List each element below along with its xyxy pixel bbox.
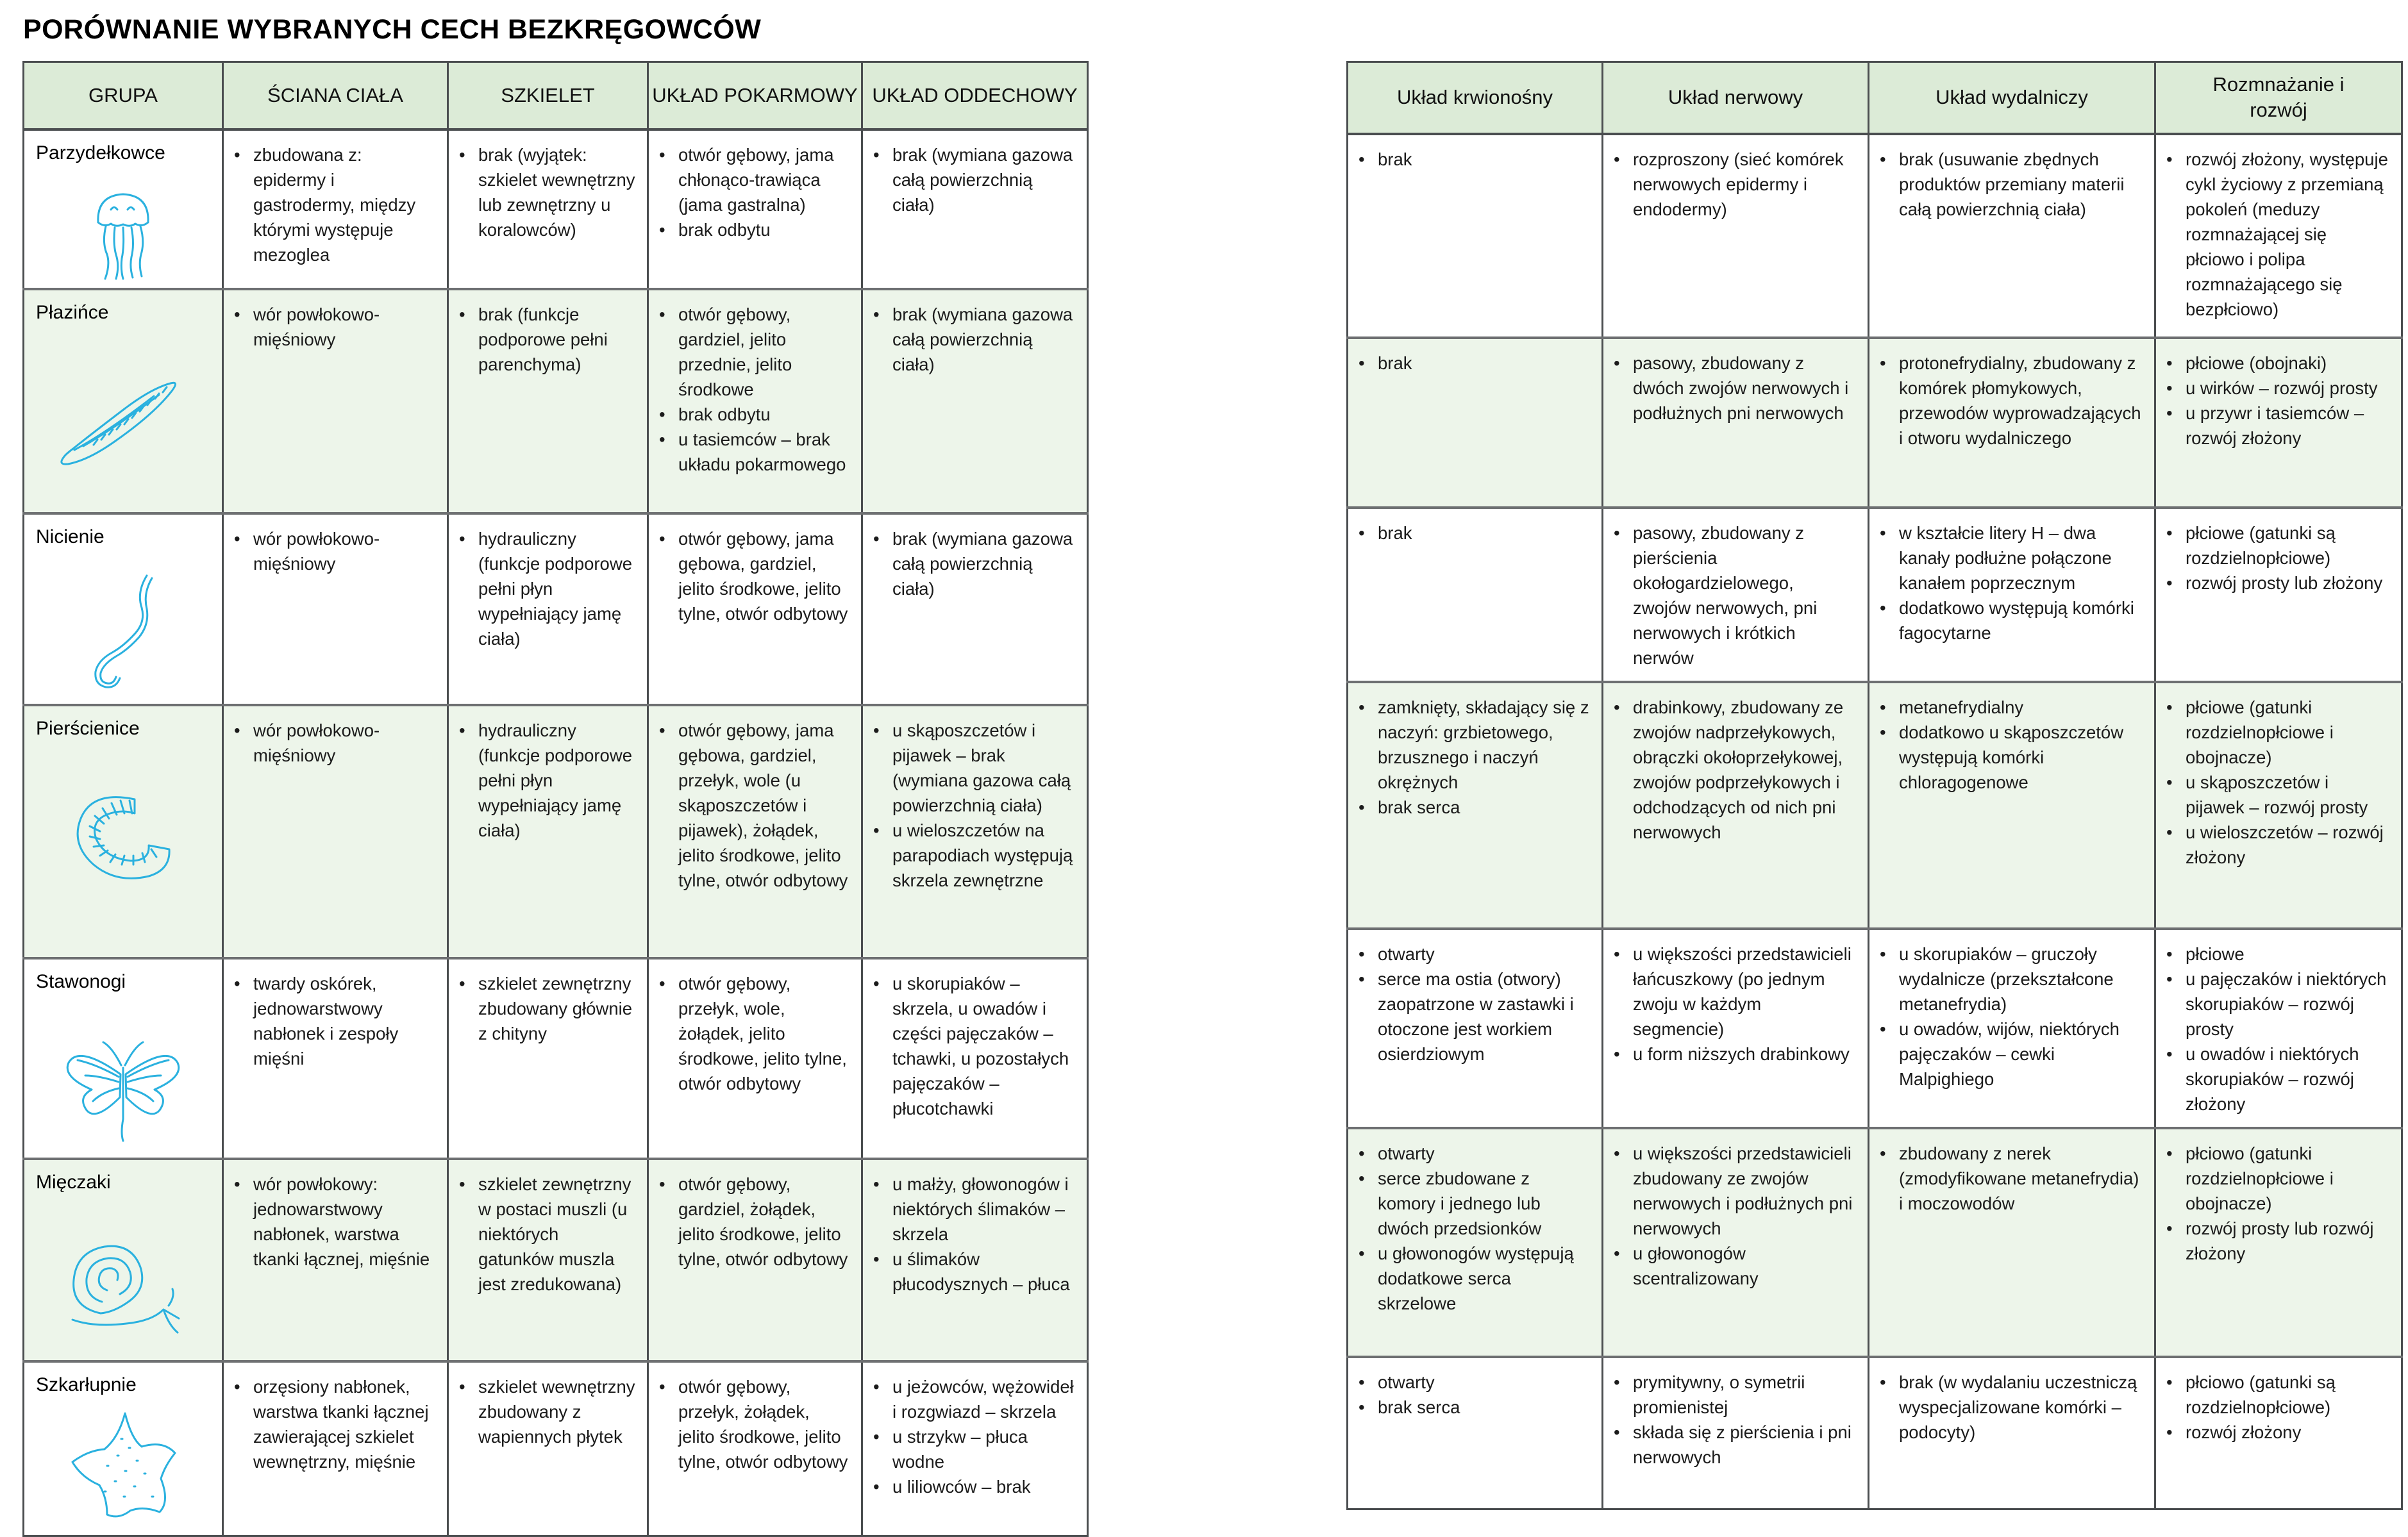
digestive-cell: • otwór gębowy, jama chłonąco-trawiąca (jama gastralna) • brak odbytu [659, 144, 834, 240]
header-row [24, 62, 1088, 129]
body-wall-cell: • zbudowana z: epidermy i gastrodermy, między którymi występuje mezoglea [234, 144, 416, 265]
digestive-cell: • otwór gębowy, przełyk, wole, żołądek, jelito środkowe, jelito tylne, otwór odbytowy [659, 973, 847, 1093]
table-row-pierscienice [24, 705, 1088, 958]
reproduction-cell: • rozwój złożony, występuje cykl życiowy z przemianą pokoleń (meduzy rozmnażającej się płciowo i polipa rozmnażającego się bezpłciowo) [2166, 149, 2388, 319]
circulatory-cell: • otwarty • serce zbudowane z komory i jednego lub dwóch przedsionków • u głowonogów występują dodatkowe serca skrzelowe [1359, 1143, 1574, 1313]
table-row-plazince-2 [1348, 338, 2402, 508]
reproduction-cell: • płciowe (obojnaki) • u wirków – rozwój prosty • u przywr i tasiemców – rozwój złożony [2166, 353, 2378, 448]
body-wall-cell: • wór powłokowo-mięśniowy [234, 304, 380, 349]
skeleton-cell: • szkielet zewnętrzny w postaci muszli (u niektórych gatunków muszla jest zredukowana) [459, 1174, 631, 1294]
circulatory-cell: • otwarty • brak serca [1359, 1372, 1460, 1417]
table-row-mieczaki-2 [1348, 1128, 2402, 1357]
digestive-cell: • otwór gębowy, jama gębowa, gardziel, przełyk, wole (u skąposzczetów i pijawek), żołądek, jelito środkowe, jelito tylne, otwór odbytowy [659, 720, 848, 890]
digestive-cell: • otwór gębowy, gardziel, jelito przednie, jelito środkowe • brak odbytu • u tasiemców – brak układu pokarmowego [659, 304, 846, 474]
respiratory-cell: • u skąposzczetów i pijawek – brak (wymiana gazowa całą powierzchnią ciała) • u wieloszczetów na parapodiach występują skrzela zewnętrzne [873, 720, 1073, 890]
table-row-stawonogi [24, 958, 1088, 1159]
table-row-szkarlupnie [24, 1361, 1088, 1536]
body-wall-cell: • orzęsiony nabłonek, warstwa tkanki łącznej zawierającej szkielet wewnętrzny, mięśnie [234, 1376, 429, 1472]
nervous-cell: • pasowy, zbudowany z dwóch zwojów nerwowych i podłużnych pni nerwowych [1614, 353, 1849, 423]
excretory-cell: • protonefrydialny, zbudowany z komórek płomykowych, przewodów wyprowadzających i otworu wydalniczego [1880, 353, 2141, 448]
body-wall-cell: • twardy oskórek, jednowarstwowy nabłonek i zespoły mięśni [234, 973, 399, 1068]
jellyfish-illustration [88, 185, 158, 281]
nervous-cell: • prymitywny, o symetrii promienistej • składa się z pierścienia i pni nerwowych [1614, 1372, 1852, 1467]
circulatory-cell: • otwarty • serce ma ostia (otwory) zaopatrzone w zastawki i otoczone jest workiem osierdziowym [1359, 943, 1574, 1064]
group-name: Mięczaki [36, 1171, 111, 1193]
table-row-stawonogi-2 [1348, 929, 2402, 1128]
body-wall-cell: • wór powłokowo-mięśniowy [234, 720, 380, 765]
digestive-cell: • otwór gębowy, przełyk, żołądek, jelito środkowe, jelito tylne, otwór odbytowy [659, 1376, 848, 1472]
circulatory-cell: • brak [1359, 522, 1412, 543]
snail-illustration [56, 1224, 190, 1345]
respiratory-cell: • brak (wymiana gazowa całą powierzchnią ciała) [873, 304, 1073, 374]
digestive-cell: • otwór gębowy, jama gębowa, gardziel, jelito środkowe, jelito tylne, otwór odbytowy [659, 528, 848, 624]
group-name: Szkarłupnie [36, 1374, 137, 1395]
circulatory-cell: • brak [1359, 149, 1412, 169]
col-header-grupa: GRUPA [24, 62, 223, 129]
earthworm-illustration [59, 783, 187, 898]
skeleton-cell: • hydrauliczny (funkcje podporowe pełni płyn wypełniający jamę ciała) [459, 720, 633, 840]
flatworm-illustration [53, 367, 194, 476]
roundworm-illustration [75, 569, 171, 697]
respiratory-cell: • brak (wymiana gazowa całą powierzchnią ciała) [873, 528, 1073, 599]
table-row-pierscienice-2 [1348, 682, 2402, 929]
respiratory-cell: • brak (wymiana gazowa całą powierzchnią ciała) [873, 144, 1073, 215]
header-row [1348, 62, 2402, 134]
group-name: Stawonogi [36, 970, 126, 992]
col-header-uklad-krwionosny: Układ krwionośny [1348, 62, 1603, 134]
nervous-cell: • u większości przedstawicieli zbudowany ze zwojów nerwowych i podłużnych pni nerwowych • u głowonogów scentralizowany [1614, 1143, 1853, 1288]
reproduction-cell: • płciowe • u pajęczaków i niektórych skorupiaków – rozwój prosty • u owadów i niektórych skorupiaków – rozwój złożony [2166, 943, 2387, 1114]
excretory-cell: • w kształcie litery H – dwa kanały podłużne połączone kanałem poprzecznym • dodatkowo występują komórki fagocytarne [1880, 522, 2134, 643]
nervous-cell: • drabinkowy, zbudowany ze zwojów nadprzełykowych, obrączki okołoprzełykowej, zwojów podprzełykowych i odchodzących od nich pni nerwowych [1614, 697, 1844, 842]
starfish-illustration [62, 1407, 184, 1529]
respiratory-cell: • u skorupiaków – skrzela, u owadów i części pajęczaków – tchawki, u pozostałych pajęczaków – płucotchawki [873, 973, 1069, 1118]
col-header-uklad-wydalniczy: Układ wydalniczy [1869, 62, 2155, 134]
col-header-uklad-nerwowy: Układ nerwowy [1603, 62, 1869, 134]
excretory-cell: • zbudowany z nerek (zmodyfikowane metanefrydia) i moczowodów [1880, 1143, 2139, 1213]
reproduction-cell: • płciowe (gatunki rozdzielnopłciowe i obojnacze) • u skąposzczetów i pijawek – rozwój prosty • u wieloszczetów – rozwój złożony [2166, 697, 2384, 867]
excretory-cell: • brak (w wydalaniu uczestniczą wyspecjalizowane komórki – podocyty) [1880, 1372, 2137, 1442]
respiratory-cell: • u jeżowców, wężowideł i rozgwiazd – skrzela • u strzykw – płuca wodne • u liliowców – brak [873, 1376, 1074, 1497]
table-row-nicienie [24, 513, 1088, 705]
col-header-uklad-oddechowy: UKŁAD ODDECHOWY [862, 62, 1088, 129]
group-name: Nicienie [36, 526, 105, 547]
table-row-mieczaki [24, 1159, 1088, 1361]
nervous-cell: • rozproszony (sieć komórek nerwowych epidermy i endodermy) [1614, 149, 1844, 219]
col-header-szkielet: SZKIELET [448, 62, 648, 129]
invertebrate-comparison-table-left [22, 61, 1089, 1537]
digestive-cell: • otwór gębowy, gardziel, żołądek, jelito środkowe, jelito tylne, otwór odbytowy [659, 1174, 848, 1269]
reproduction-cell: • płciowe (gatunki są rozdzielnopłciowe) • rozwój prosty lub złożony [2166, 522, 2383, 593]
butterfly-illustration [56, 1023, 190, 1151]
table-row-szkarlupnie-2 [1348, 1357, 2402, 1509]
skeleton-cell: • brak (wyjątek: szkielet wewnętrzny lub zewnętrzny u koralowców) [459, 144, 635, 240]
reproduction-cell: • płciowo (gatunki są rozdzielnopłciowe) • rozwój złożony [2166, 1372, 2336, 1442]
table-row-parzydelkowce-2 [1348, 134, 2402, 338]
excretory-cell: • metanefrydialny • dodatkowo u skąposzczetów występują komórki chloragogenowe [1880, 697, 2124, 792]
nervous-cell: • pasowy, zbudowany z pierścienia okołogardzielowego, zwojów nerwowych, pni nerwowych i krótkich nerwów [1614, 522, 1818, 668]
page-title: PORÓWNANIE WYBRANYCH CECH BEZKRĘGOWCÓW [23, 14, 762, 45]
table-row-nicienie-2 [1348, 508, 2402, 682]
group-name: Parzydełkowce [36, 142, 165, 163]
table-row-parzydelkowce [24, 129, 1088, 289]
excretory-cell: • u skorupiaków – gruczoły wydalnicze (przekształcone metanefrydia) • u owadów, wijów, niektórych pajęczaków – cewki Malpighiego [1880, 943, 2120, 1089]
skeleton-cell: • hydrauliczny (funkcje podporowe pełni płyn wypełniający jamę ciała) [459, 528, 633, 649]
table-row-plazince [24, 289, 1088, 513]
col-header-rozmnazanie-i-rozwoj: Rozmnażanie i rozwój [2155, 62, 2402, 134]
group-name: Pierścienice [36, 717, 140, 739]
invertebrate-comparison-table-right [1346, 61, 2403, 1510]
nervous-cell: • u większości przedstawicieli łańcuszkowy (po jednym zwoju w każdym segmencie) • u form niższych drabinkowy [1614, 943, 1852, 1064]
body-wall-cell: • wór powłokowy: jednowarstwowy nabłonek, warstwa tkanki łącznej, mięśnie [234, 1174, 430, 1269]
body-wall-cell: • wór powłokowo-mięśniowy [234, 528, 380, 574]
col-header-sciana-ciala: ŚCIANA CIAŁA [223, 62, 448, 129]
circulatory-cell: • zamknięty, składający się z naczyń: grzbietowego, brzusznego i naczyń okrężnych • brak serca [1359, 697, 1589, 817]
circulatory-cell: • brak [1359, 353, 1412, 373]
skeleton-cell: • szkielet wewnętrzny zbudowany z wapiennych płytek [459, 1376, 635, 1447]
excretory-cell: • brak (usuwanie zbędnych produktów przemiany materii całą powierzchnią ciała) [1880, 149, 2125, 219]
reproduction-cell: • płciowo (gatunki rozdzielnopłciowe i obojnacze) • rozwój prosty lub rozwój złożony [2166, 1143, 2374, 1263]
group-name: Płazińce [36, 301, 109, 323]
col-header-uklad-pokarmowy: UKŁAD POKARMOWY [648, 62, 862, 129]
respiratory-cell: • u małży, głowonogów i niektórych ślimaków – skrzela • u ślimaków płucodysznych – płuca [873, 1174, 1070, 1294]
skeleton-cell: • brak (funkcje podporowe pełni parenchyma) [459, 304, 608, 374]
skeleton-cell: • szkielet zewnętrzny zbudowany głównie z chityny [459, 973, 633, 1043]
